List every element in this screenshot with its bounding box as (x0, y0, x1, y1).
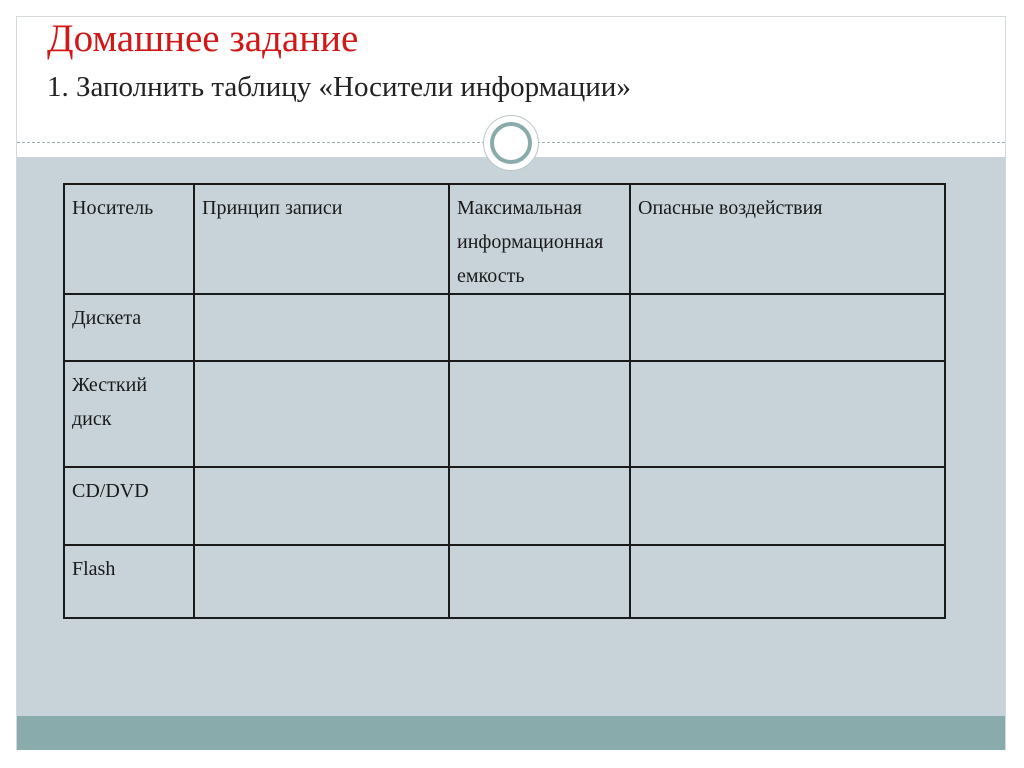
media-cell: Жесткий диск (64, 361, 194, 467)
media-table (63, 183, 946, 619)
hazards-cell (630, 467, 945, 545)
decorative-ring (490, 122, 532, 164)
column-header-max-capacity: Максимальная информационная емкость (449, 184, 630, 294)
table-row (64, 294, 945, 361)
table-row (64, 467, 945, 545)
media-cell: Дискета (64, 294, 194, 361)
slide-subtitle: 1. Заполнить таблицу «Носители информации» (47, 71, 631, 103)
table-header-row (64, 184, 945, 294)
max-capacity-cell (449, 294, 630, 361)
recording-principle-cell (194, 545, 449, 618)
slide-title: Домашнее задание (47, 17, 359, 60)
column-header-media: Носитель (64, 184, 194, 294)
max-capacity-cell (449, 467, 630, 545)
column-header-recording-principle: Принцип записи (194, 184, 449, 294)
table-row (64, 361, 945, 467)
media-cell: Flash (64, 545, 194, 618)
media-cell: CD/DVD (64, 467, 194, 545)
footer-bar (17, 716, 1005, 750)
recording-principle-cell (194, 294, 449, 361)
column-header-hazards: Опасные воздействия (630, 184, 945, 294)
max-capacity-cell (449, 545, 630, 618)
hazards-cell (630, 545, 945, 618)
recording-principle-cell (194, 361, 449, 467)
table-row (64, 545, 945, 618)
hazards-cell (630, 294, 945, 361)
decorative-circle-icon (483, 115, 539, 171)
hazards-cell (630, 361, 945, 467)
recording-principle-cell (194, 467, 449, 545)
max-capacity-cell (449, 361, 630, 467)
